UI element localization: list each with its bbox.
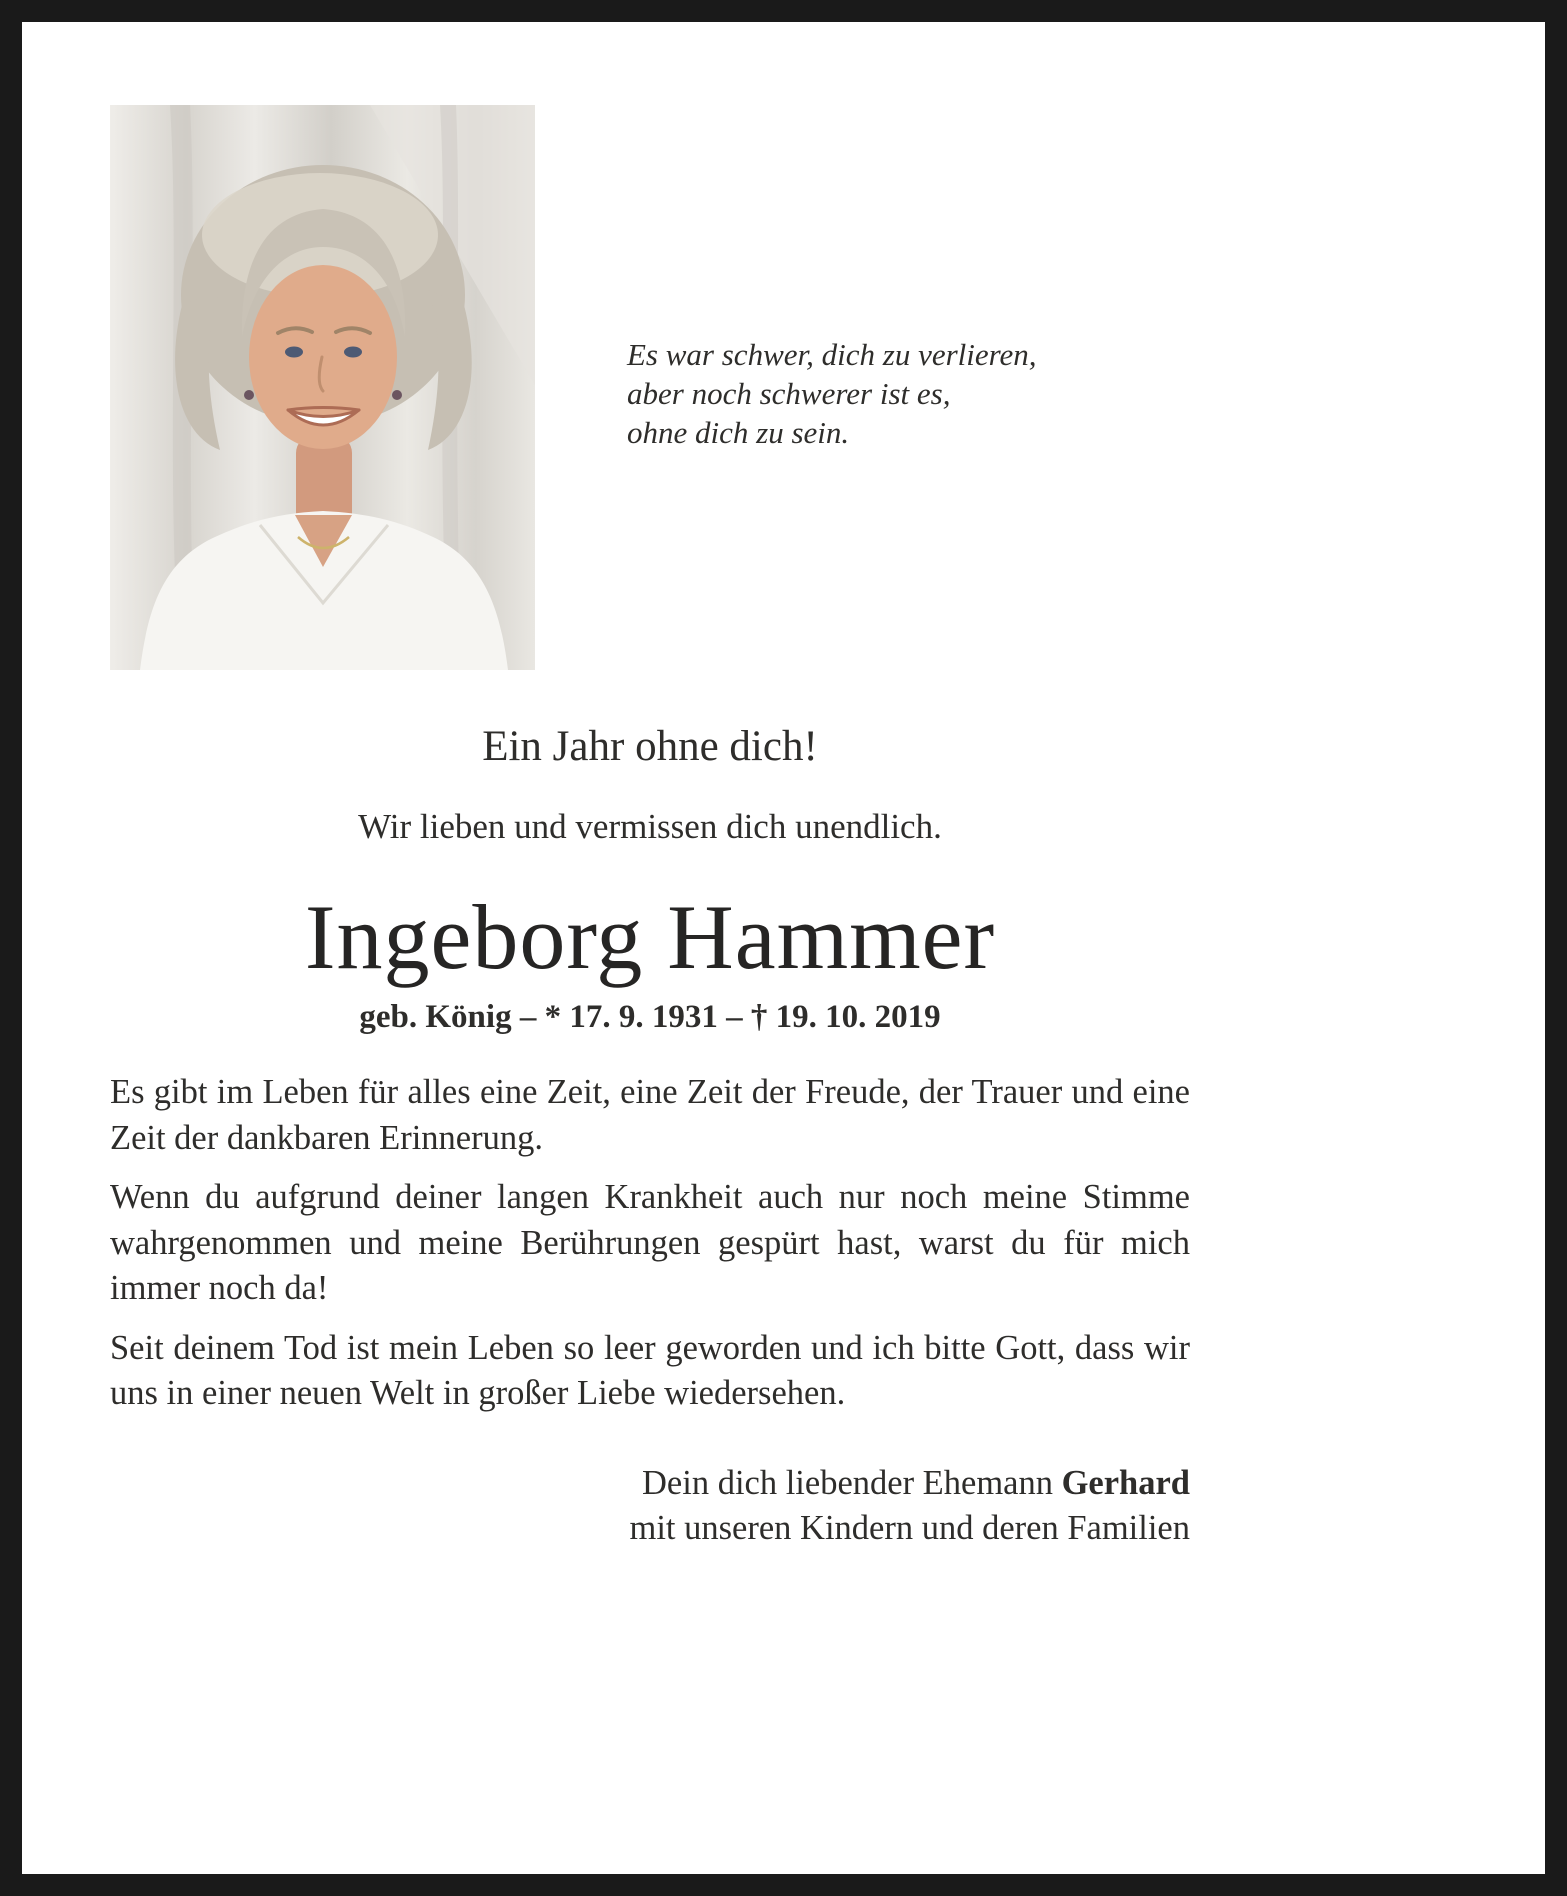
closing-line-1-text: Dein dich liebender Ehemann	[642, 1463, 1062, 1502]
quote-line-3: ohne dich zu sein.	[627, 415, 850, 451]
memorial-text	[110, 1070, 1190, 1417]
body-paragraph: Es gibt im Leben für alles eine Zeit, eine Zeit der Freude, der Trauer und eine Zeit der dankbaren Erinnerung.	[110, 1073, 1190, 1157]
closing-husband-name: Gerhard	[1061, 1463, 1190, 1502]
top-row	[110, 105, 1190, 670]
obituary-content	[110, 22, 1190, 1552]
body-paragraph: Seit deinem Tod ist mein Leben so leer geworden und ich bitte Gott, dass wir uns in einer neuen Welt in großer Liebe wiedersehen.	[110, 1328, 1190, 1413]
headline: Ein Jahr ohne dich!	[482, 723, 818, 770]
memorial-quote	[627, 335, 1037, 670]
closing-line-2: mit unseren Kindern und deren Familien	[629, 1509, 1190, 1548]
deceased-name: Ingeborg Hammer	[304, 886, 996, 988]
closing	[110, 1461, 1190, 1552]
quote-line-2: aber noch schwerer ist es,	[627, 376, 951, 412]
body-paragraph: Wenn du aufgrund deiner langen Krankheit auch nur noch meine Stimme wahrgenommen und meine Berührungen gespürt hast, warst du für mich immer noch da!	[110, 1178, 1190, 1308]
portrait-photo	[110, 105, 535, 670]
closing-line-1	[110, 1461, 1190, 1507]
portrait-illustration	[110, 105, 535, 670]
quote-line-1: Es war schwer, dich zu verlieren,	[627, 337, 1037, 372]
subheadline: Wir lieben und vermissen dich unendlich.	[358, 807, 942, 846]
birth-death-dates: geb. König – * 17. 9. 1931 – † 19. 10. 2019	[359, 999, 941, 1035]
